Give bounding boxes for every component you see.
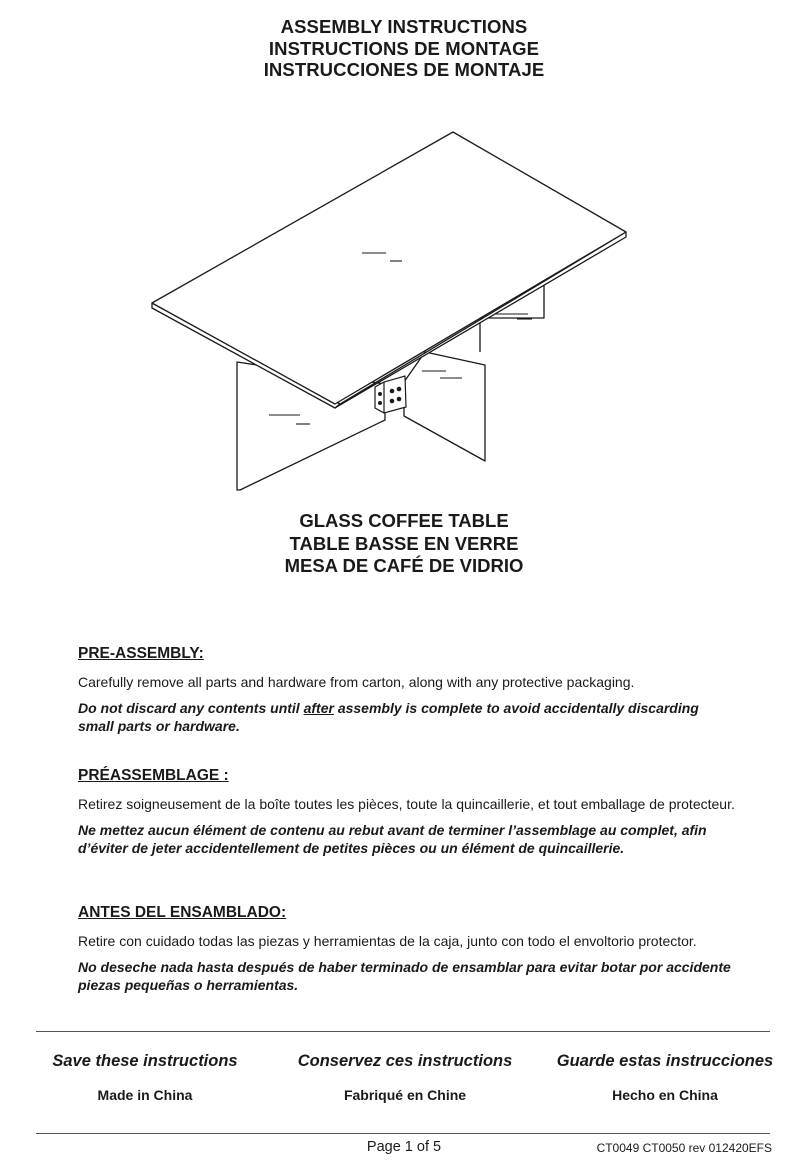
save-instructions-text: Guarde estas instrucciones — [556, 1052, 774, 1070]
title-french: INSTRUCTIONS DE MONTAGE — [268, 37, 540, 59]
section-heading: ANTES DEL ENSAMBLADO: — [78, 904, 287, 921]
section-warning: No deseche nada hasta después de haber terminado de ensamblar para evitar botar por accidente piezas pequeñas o herramientas. — [78, 959, 731, 993]
footer-column-spanish — [540, 1052, 790, 1103]
footer-divider-bottom — [36, 1133, 770, 1134]
page-number: Page 1 of 5 — [366, 1139, 442, 1155]
section-warning: Ne mettez aucun élément de contenu au rebut avant de terminer l’assemblage au complet, afin d’éviter de jeter accidentellement de petites pièces ou un élément de quincaillerie. — [78, 822, 707, 856]
product-name-french: TABLE BASSE EN VERRE — [289, 532, 519, 554]
product-name-block — [0, 510, 808, 578]
footer-column-english — [20, 1052, 270, 1103]
table-illustration — [140, 120, 640, 505]
section-heading: PRÉASSEMBLAGE : — [78, 767, 229, 784]
section-warning — [78, 699, 738, 735]
footer-column-french — [280, 1052, 530, 1103]
section-body: Retirez soigneusement de la boîte toutes les pièces, toute la quincaillerie, et tout emballage de protecteur. — [78, 796, 735, 812]
warning-emphasis: after — [303, 700, 334, 716]
save-instructions-text: Save these instructions — [52, 1052, 238, 1070]
footer-divider-top — [36, 1031, 770, 1032]
footer-columns — [20, 1052, 790, 1103]
section-heading: PRE-ASSEMBLY: — [78, 645, 204, 662]
right-leg-panel — [404, 352, 485, 461]
warning-text-start: Do not discard any contents until — [78, 700, 304, 716]
pre-assembly-section-spanish — [78, 904, 738, 994]
document-code: CT0049 CT0050 rev 012420EFS — [596, 1141, 772, 1155]
made-in-text: Made in China — [97, 1087, 193, 1103]
product-name-spanish: MESA DE CAFÉ DE VIDRIO — [284, 555, 524, 576]
title-spanish: INSTRUCCIONES DE MONTAJE — [263, 59, 545, 80]
made-in-text: Hecho en China — [612, 1087, 718, 1103]
warning-text-end: assembly is complete to avoid accidentally discarding small parts or hardware. — [78, 700, 699, 734]
save-instructions-text: Conservez ces instructions — [297, 1052, 513, 1070]
pre-assembly-section-english — [78, 645, 738, 735]
product-name-english: GLASS COFFEE TABLE — [299, 510, 509, 531]
section-body: Retire con cuidado todas las piezas y herramientas de la caja, junto con todo el envoltorio protector. — [78, 933, 697, 949]
pre-assembly-section-french — [78, 767, 738, 857]
title-block — [0, 16, 808, 81]
made-in-text: Fabriqué en Chine — [343, 1087, 467, 1103]
glass-tabletop — [152, 132, 626, 404]
title-english: ASSEMBLY INSTRUCTIONS — [280, 16, 528, 37]
section-body: Carefully remove all parts and hardware from carton, along with any protective packaging. — [78, 674, 635, 690]
